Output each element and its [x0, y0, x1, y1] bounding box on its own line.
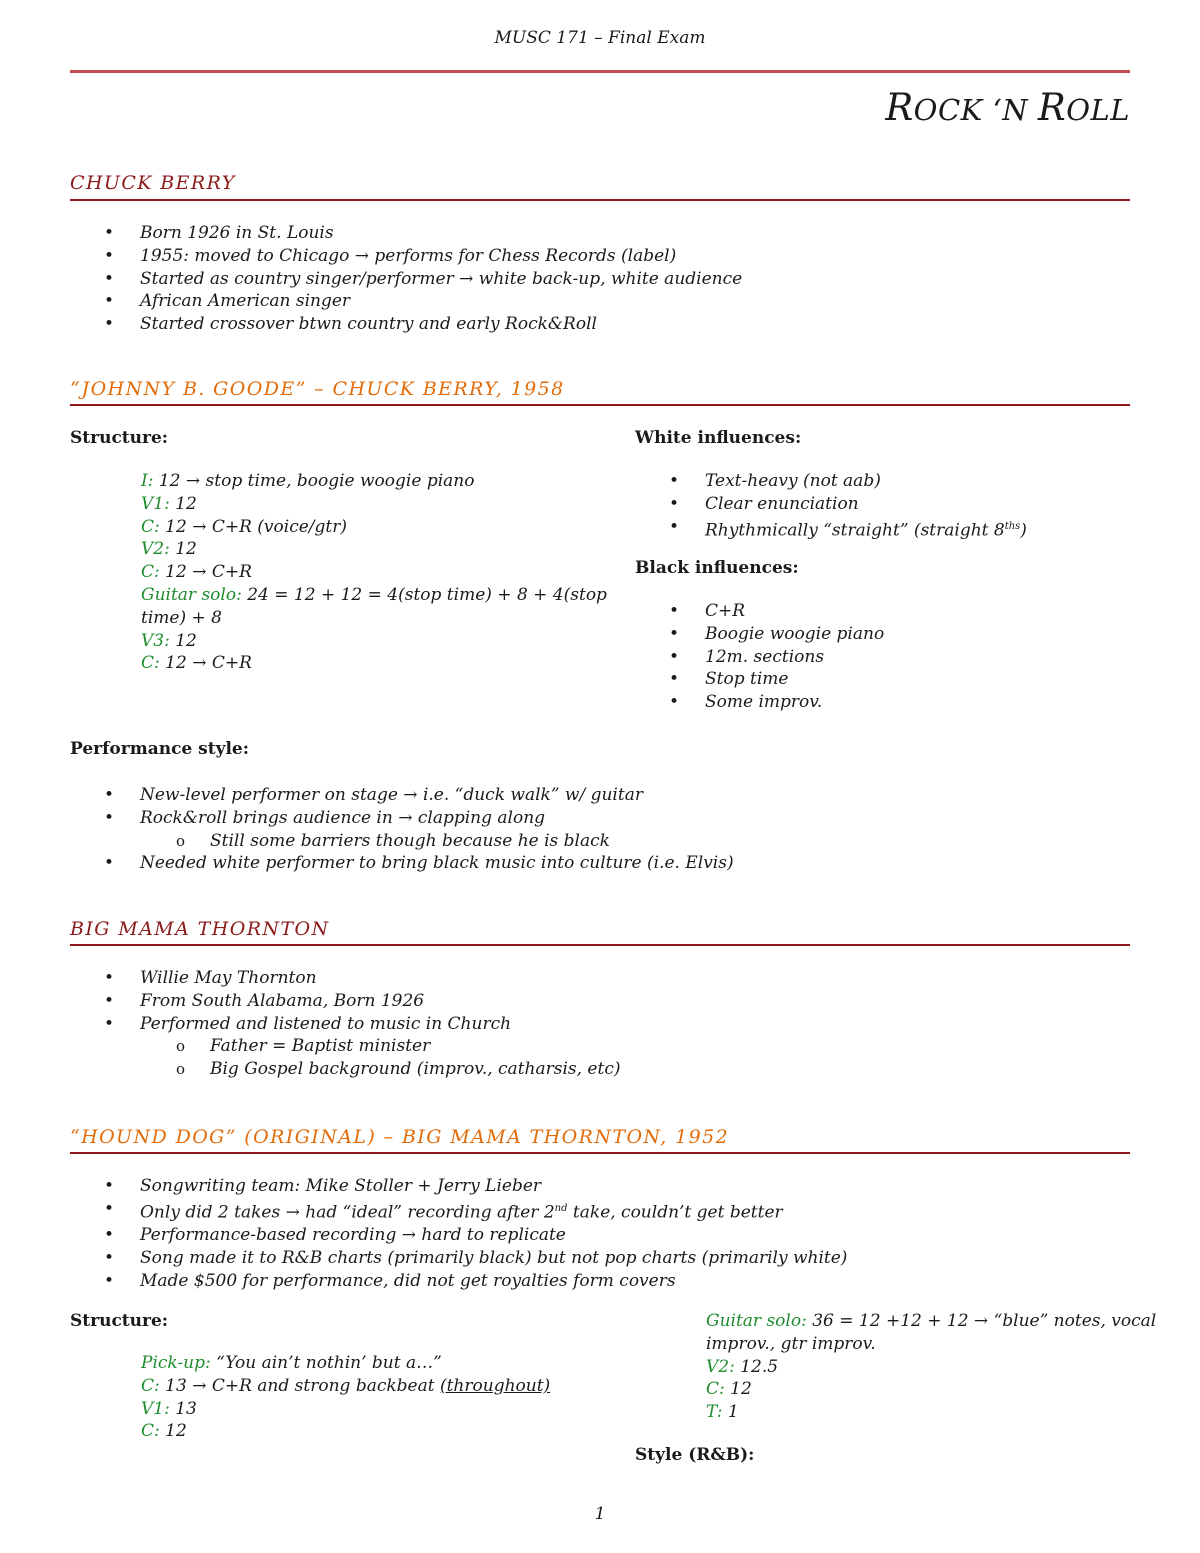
structure-line	[141, 652, 607, 675]
list-item: • C+R	[635, 600, 884, 623]
hound-dog-bullets	[70, 1175, 847, 1293]
title-part: OCK	[913, 93, 983, 127]
section-heading-hound-dog: “HOUND DOG” (ORIGINAL) – BIG MAMA THORNTON, 1952	[70, 1126, 730, 1148]
header-rule	[70, 70, 1130, 73]
structure-line-label: Guitar solo:	[706, 1311, 807, 1331]
structure-line-text: 1	[722, 1402, 739, 1423]
chuck-berry-bullets	[70, 222, 742, 336]
structure-line-text: 12.5	[734, 1356, 779, 1377]
title-part: R	[885, 86, 914, 129]
hound-dog-structure-left	[141, 1352, 550, 1443]
structure-line	[141, 630, 607, 653]
structure-line	[141, 1352, 550, 1375]
structure-line-text: 13 → C+R and strong backbeat	[159, 1375, 440, 1396]
section-heading-chuck-berry: CHUCK BERRY	[70, 172, 236, 194]
list-item: • Songwriting team: Mike Stoller + Jerry Lieber	[70, 1175, 847, 1198]
text-part: Rhythmically “straight” (straight 8	[705, 520, 1005, 541]
superscript: ths	[1004, 520, 1021, 532]
sub-list-item: o Big Gospel background (improv., catharsis, etc)	[70, 1058, 620, 1081]
structure-line-text: 24 = 12 + 12 = 4(stop time) + 8 + 4(stop	[241, 584, 607, 605]
sub-list-item: o Father = Baptist minister	[70, 1035, 620, 1058]
list-item: • Boogie woogie piano	[635, 623, 884, 646]
sub-list-item: o Still some barriers though because he is black	[70, 830, 734, 853]
title-part: OLL	[1066, 93, 1130, 127]
white-influences-list	[635, 470, 1027, 542]
running-header: MUSC 171 – Final Exam	[494, 28, 706, 48]
section-rule	[70, 1152, 1130, 1154]
structure-line-label: Pick-up:	[141, 1353, 211, 1373]
hound-dog-structure-right	[706, 1310, 1156, 1424]
structure-list	[141, 470, 607, 675]
structure-line-text: “You ain’t nothin’ but a…”	[210, 1353, 442, 1373]
structure-line	[141, 1420, 550, 1443]
document-title	[885, 86, 1130, 129]
structure-line	[141, 516, 607, 539]
structure-line-text: 36 = 12 +12 + 12 → “blue” notes, vocal	[806, 1311, 1157, 1331]
page-number: 1	[594, 1504, 606, 1524]
structure-line-label: C:	[141, 1375, 160, 1396]
structure-line	[141, 561, 607, 584]
structure-line: improv., gtr improv.	[706, 1333, 876, 1354]
list-item: • Started as country singer/performer → white back-up, white audience	[70, 268, 742, 291]
list-item	[70, 1198, 847, 1224]
structure-line-label: V1:	[141, 1398, 170, 1419]
structure-line-label: T:	[706, 1402, 723, 1423]
style-rnb-label: Style (R&B):	[635, 1445, 755, 1465]
structure-line-label: C:	[706, 1379, 725, 1400]
structure-line	[706, 1310, 1156, 1333]
structure-line	[141, 538, 607, 561]
structure-line-label: V1:	[141, 493, 170, 514]
structure-line	[141, 1375, 550, 1398]
structure-line	[141, 1398, 550, 1421]
section-heading-johnny-b-goode: “JOHNNY B. GOODE” – CHUCK BERRY, 1958	[70, 378, 565, 400]
list-item: • Performance-based recording → hard to replicate	[70, 1224, 847, 1247]
text-part: take, couldn’t get better	[567, 1202, 783, 1223]
list-item: • Started crossover btwn country and early Rock&Roll	[70, 313, 742, 336]
section-rule	[70, 199, 1130, 201]
structure-line	[706, 1378, 1156, 1401]
structure-line-label: V2:	[141, 539, 170, 560]
structure-line-text: 12	[724, 1379, 752, 1400]
structure-line-text: time) + 8	[141, 607, 222, 628]
underlined-text: (throughout)	[439, 1375, 551, 1396]
section-heading-big-mama-thornton: BIG MAMA THORNTON	[70, 918, 330, 940]
structure-line-text: 12 → C+R (voice/gtr)	[159, 516, 347, 537]
list-item: • Made $500 for performance, did not get royalties form covers	[70, 1270, 847, 1293]
structure-line	[141, 493, 607, 516]
structure-line	[706, 1356, 1156, 1379]
text-part: )	[1020, 520, 1027, 541]
structure-line	[141, 584, 607, 607]
structure-line	[141, 470, 607, 493]
structure-line-label: C:	[141, 516, 160, 537]
list-item: • 12m. sections	[635, 646, 884, 669]
structure-line-text: 12 → C+R	[159, 653, 252, 674]
list-item: • Willie May Thornton	[70, 967, 620, 990]
structure-line-label: C:	[141, 562, 160, 583]
list-item	[635, 516, 1027, 542]
structure-line-text: 12	[169, 539, 197, 560]
list-item: • African American singer	[70, 290, 742, 313]
structure-line-label: I:	[141, 471, 154, 491]
list-item: • Born 1926 in St. Louis	[70, 222, 742, 245]
white-influences-label: White influences:	[635, 428, 802, 448]
section-rule	[70, 404, 1130, 406]
list-item: • Rock&roll brings audience in → clapping along	[70, 807, 734, 830]
list-item: • Song made it to R&B charts (primarily black) but not pop charts (primarily white)	[70, 1247, 847, 1270]
structure-line-text: 13	[169, 1398, 197, 1419]
structure-line-label: V3:	[141, 630, 170, 651]
black-influences-list	[635, 600, 884, 714]
structure-line-text: 12 → stop time, boogie woogie piano	[153, 471, 475, 491]
title-part: ‘N	[982, 93, 1038, 127]
structure-line	[141, 607, 607, 630]
list-item: • Some improv.	[635, 691, 884, 714]
structure-line-label: Guitar solo:	[141, 584, 242, 605]
structure-line	[706, 1401, 1156, 1424]
performance-style-list	[70, 784, 734, 875]
list-item: • Text-heavy (not aab)	[635, 470, 1027, 493]
list-item: • Stop time	[635, 668, 884, 691]
superscript: nd	[554, 1202, 568, 1214]
text-part: Only did 2 takes → had “ideal” recording after 2	[140, 1202, 555, 1223]
structure-line-label: C:	[141, 1421, 160, 1442]
list-item: • From South Alabama, Born 1926	[70, 990, 620, 1013]
list-item: • 1955: moved to Chicago → performs for Chess Records (label)	[70, 245, 742, 268]
performance-style-label: Performance style:	[70, 739, 250, 759]
structure-line-label: V2:	[706, 1356, 735, 1377]
structure-line-label: C:	[141, 653, 160, 674]
list-item: • Clear enunciation	[635, 493, 1027, 516]
black-influences-label: Black influences:	[635, 558, 799, 578]
list-item: • New-level performer on stage → i.e. “duck walk” w/ guitar	[70, 784, 734, 807]
title-part: R	[1037, 86, 1067, 129]
structure-label: Structure:	[70, 1311, 169, 1331]
big-mama-bullets	[70, 967, 620, 1081]
structure-line-text: 12 → C+R	[159, 562, 252, 583]
structure-label: Structure:	[70, 428, 169, 448]
structure-line-text: 12	[169, 630, 197, 651]
section-rule	[70, 944, 1130, 946]
list-item: • Performed and listened to music in Church	[70, 1013, 620, 1036]
list-item: • Needed white performer to bring black music into culture (i.e. Elvis)	[70, 852, 734, 875]
structure-line-text: 12	[169, 493, 197, 514]
structure-line-text: 12	[159, 1421, 187, 1442]
